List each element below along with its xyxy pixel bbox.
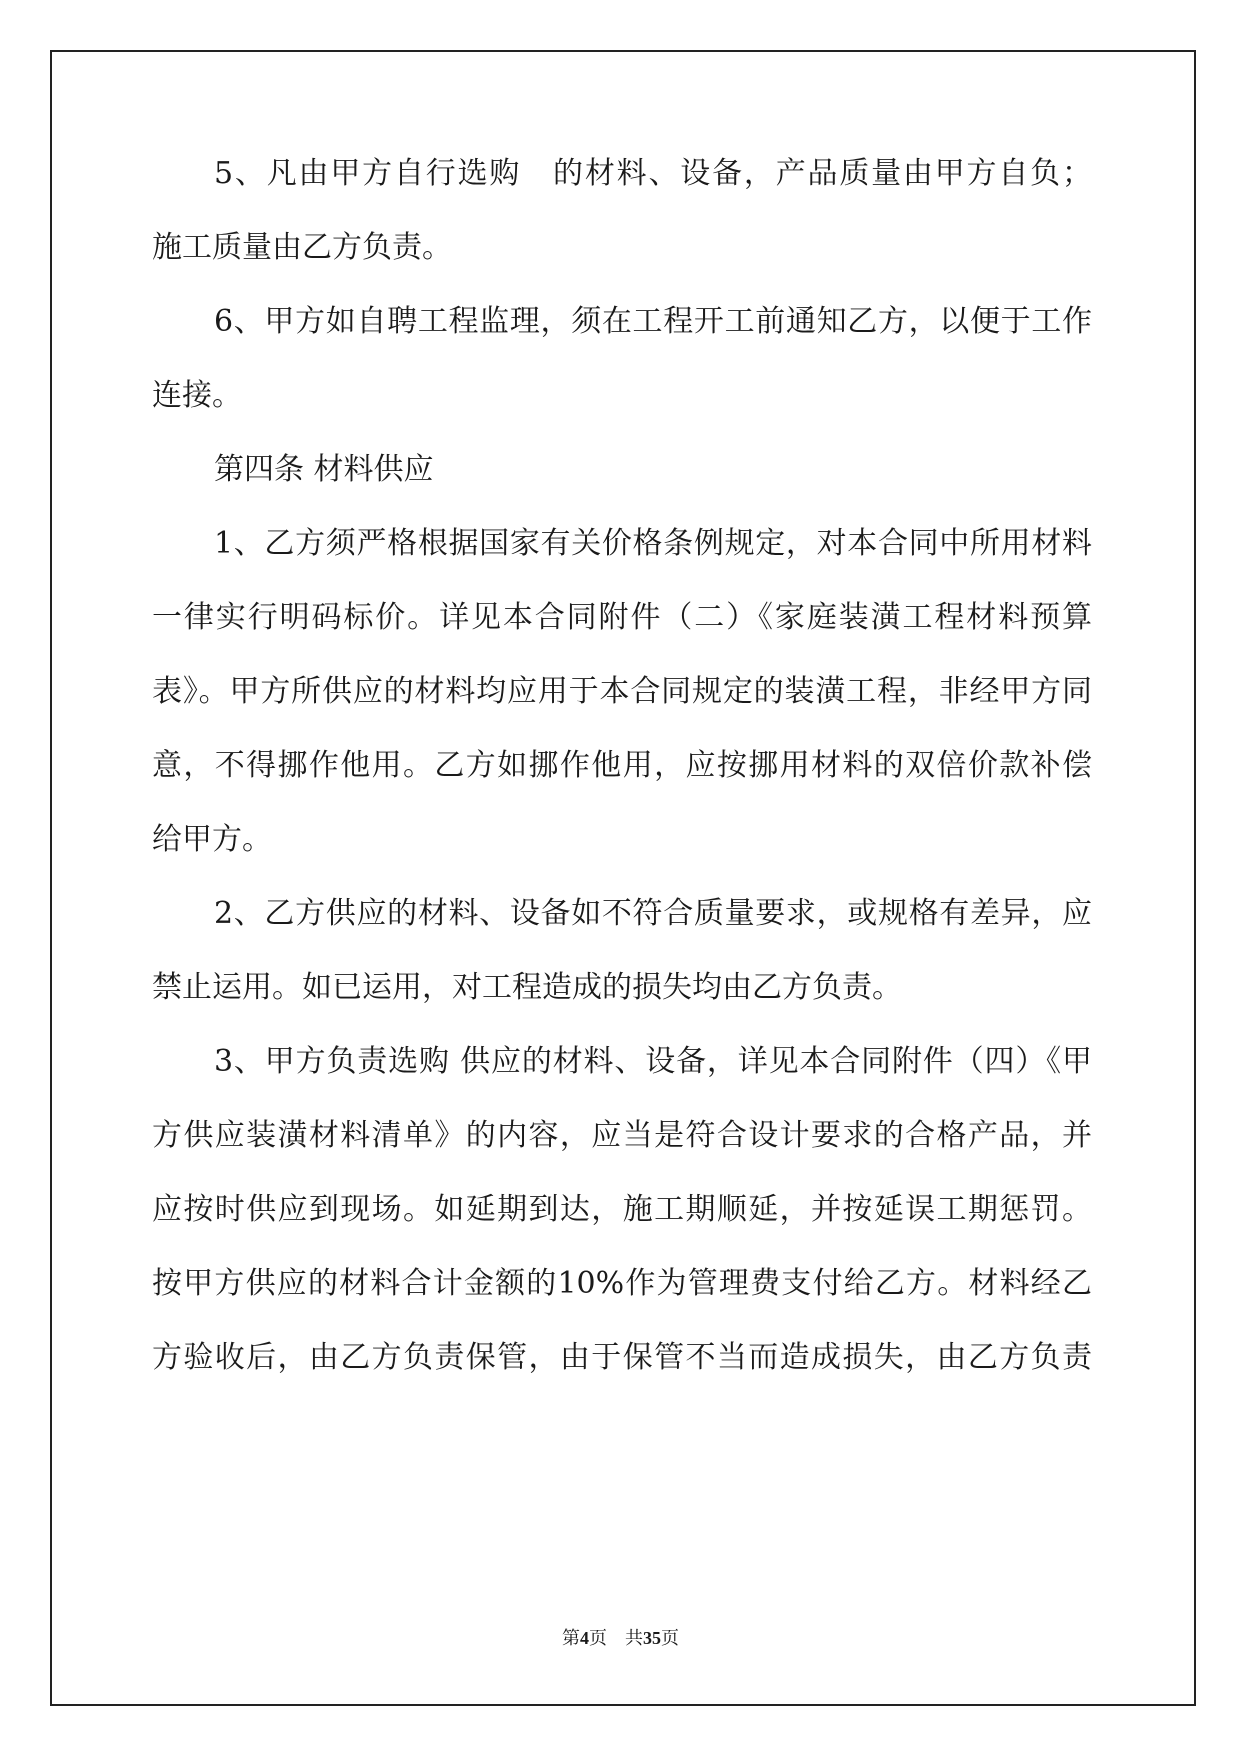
paragraph-line-14: 方供应装潢材料清单》的内容，应当是符合设计要求的合格产品，并 [152, 1118, 1092, 1153]
footer-mid: 页 共 [589, 1628, 643, 1648]
section-heading: 第四条 材料供应 [214, 452, 434, 487]
footer-suffix: 页 [661, 1628, 679, 1648]
paragraph-line-17: 方验收后，由乙方负责保管，由于保管不当而造成损失，由乙方负责 [152, 1340, 1092, 1375]
paragraph-line-13: 3、甲方负责选购 供应的材料、设备，详见本合同附件（四）《甲 [214, 1044, 1092, 1079]
paragraph-line-1: 5、凡由甲方自行选购 的材料、设备，产品质量由甲方自负； [214, 156, 1092, 191]
paragraph-line-7: 一律实行明码标价。详见本合同附件（二）《家庭装潢工程材料预算 [152, 600, 1092, 635]
footer-prefix: 第 [562, 1628, 580, 1648]
page-number-footer [0, 1626, 1241, 1650]
paragraph-line-11: 2、乙方供应的材料、设备如不符合质量要求，或规格有差异，应 [214, 896, 1092, 931]
paragraph-line-3: 6、甲方如自聘工程监理，须在工程开工前通知乙方，以便于工作 [214, 304, 1092, 339]
paragraph-line-16: 按甲方供应的材料合计金额的10%作为管理费支付给乙方。材料经乙 [152, 1266, 1092, 1301]
paragraph-line-4: 连接。 [152, 378, 242, 413]
paragraph-line-9: 意，不得挪作他用。乙方如挪作他用，应按挪用材料的双倍价款补偿 [152, 748, 1092, 783]
total-page-number: 35 [643, 1628, 661, 1648]
paragraph-line-12: 禁止运用。如已运用，对工程造成的损失均由乙方负责。 [152, 970, 902, 1005]
page-border [50, 50, 1196, 1706]
paragraph-line-2: 施工质量由乙方负责。 [152, 230, 452, 265]
paragraph-line-8: 表》。甲方所供应的材料均应用于本合同规定的装潢工程，非经甲方同 [152, 674, 1092, 709]
paragraph-line-10: 给甲方。 [152, 822, 272, 857]
current-page-number: 4 [580, 1628, 589, 1648]
paragraph-line-15: 应按时供应到现场。如延期到达，施工期顺延，并按延误工期惩罚。 [152, 1192, 1092, 1227]
paragraph-line-6: 1、乙方须严格根据国家有关价格条例规定，对本合同中所用材料 [214, 526, 1092, 561]
